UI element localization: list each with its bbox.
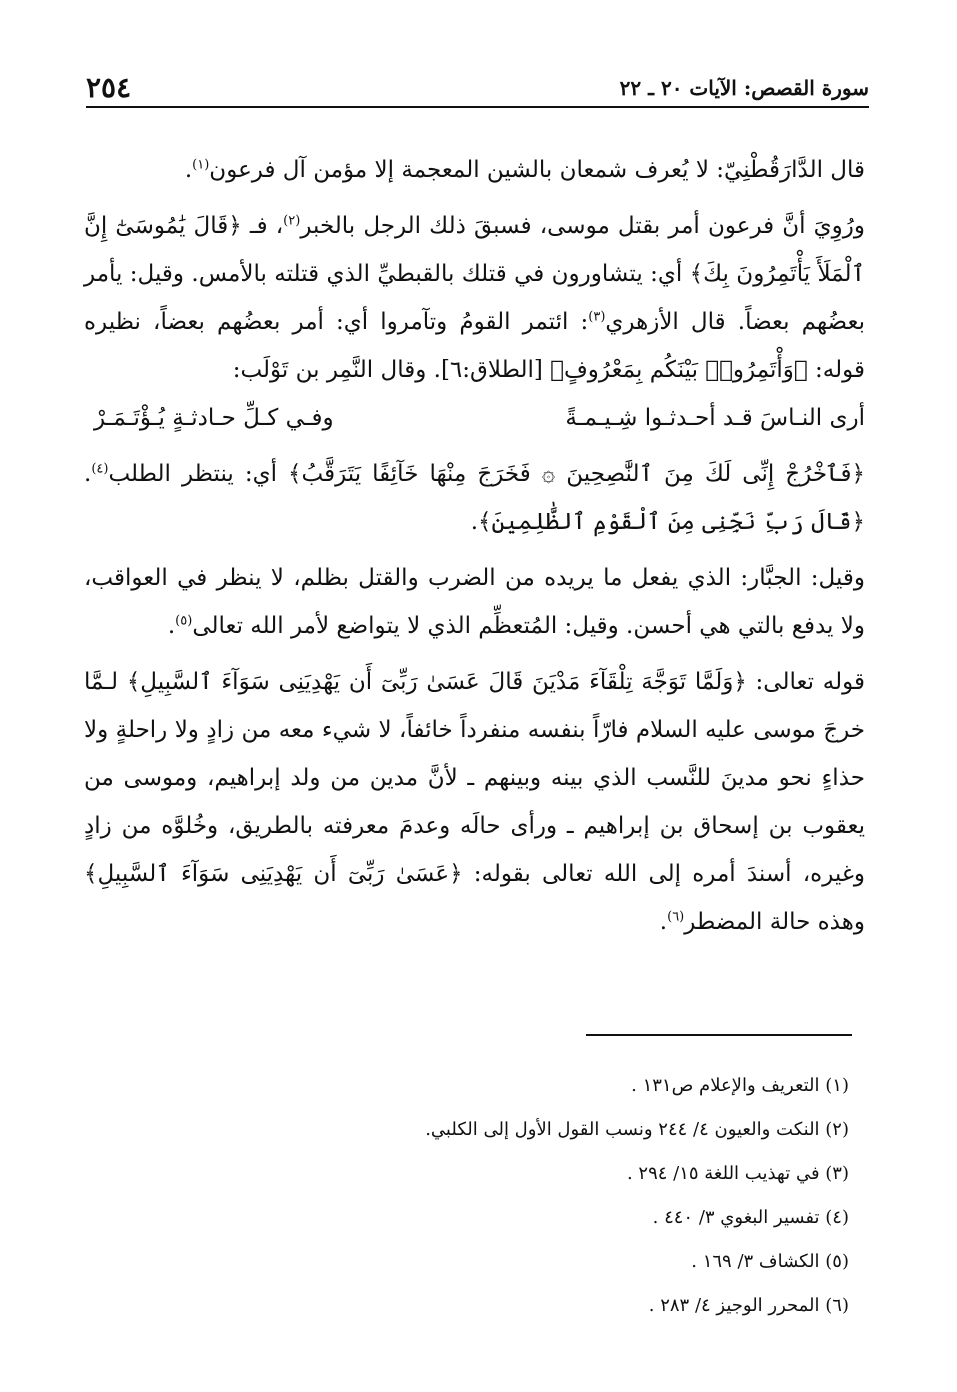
footnote-3: (٣) في تهذيب اللغة ١٥/ ٢٩٤ . [626, 1163, 849, 1184]
footnote-ref-3[interactable]: (٣) [588, 309, 606, 325]
page-number: ٢٥٤ [86, 71, 132, 104]
footnote-1: (١) التعريف والإعلام ص١٣١ . [631, 1075, 849, 1096]
paragraph-5: قوله تعالى: ﴿وَلَمَّا تَوَجَّهَ تِلْقَآءَ مَدْيَنَ قَالَ عَسَىٰ رَبِّىٓ أَن يَهْدِيَنِى سَوَآءَ ٱلسَّبِيلِ﴾ لـمَّا خرجَ موسى عليه السلام فارّاً بنفسه منفرداً خائفاً، لا شيء معه من زادٍ ولا راحلةٍ ولا حذاءٍ نحو مدينَ للنَّسب الذي بينه وبينهم ـ لأنَّ مدين من ولد إبراهيم، وموسى من يعقوب بن إسحاق بن إبراهيم ـ ورأى حالَه وعدمَ معرفته بالطريق، وخُلوَّه من زادٍ وغيره، أسندَ أمره إلى الله تعالى بقوله: ﴿عَسَىٰ رَبِّىٓ أَن يَهْدِيَنِى سَوَآءَ ٱلسَّبِيلِ﴾ وهذه حالة المضطر$^{(٦)}$. [84, 669, 865, 935]
paragraph-4: وقيل: الجبَّار: الذي يفعل ما يريده من الضرب والقتل بظلم، لا ينظر في العواقب، ولا يدفع بالتي هي أحسن. وقيل: المُتعظِّم الذي لا يتواضع لأمر الله تعالى$^{(٥)}$. [84, 565, 865, 639]
footnote-ref-5[interactable]: (٥) [175, 613, 193, 629]
verse-hemistich-right: أرى النـاسَ قـد أحـدثـوا شِـيـمـةً [565, 405, 865, 431]
quran-quote: ﴿وَلَمَّا تَوَجَّهَ تِلْقَآءَ مَدْيَنَ قَالَ عَسَىٰ رَبِّىٓ أَن يَهْدِيَنِى سَوَآءَ ٱلسَّبِيلِ﴾ [126, 669, 747, 695]
footnote-divider [586, 1034, 852, 1036]
footnote-ref-1[interactable]: (١) [192, 157, 210, 173]
footnote-ref-4[interactable]: (٤) [91, 461, 109, 477]
main-text [84, 146, 865, 946]
verse-hemistich-left: وفـي كـلِّ حـادثـةٍ يُـؤْتَـمَـرْ [94, 405, 334, 431]
quran-quote: ﴿قَالَ يَٰمُوسَىٰٓ إِنَّ ٱلْمَلَأَ يَأْتَمِرُونَ بِكَ﴾ [84, 213, 865, 287]
running-title: سورة القصص: الآيات ٢٠ ـ ٢٢ [619, 76, 869, 100]
quran-quote: ﴿قَالَ رَبِّ نَجِّنِى مِنَ ٱلْقَوْمِ ٱلظَّٰلِمِينَ﴾ [478, 509, 865, 535]
footnote-ref-6[interactable]: (٦) [667, 909, 685, 925]
poetry-verse [84, 394, 865, 442]
paragraph-2: ورُوِيَ أنَّ فرعون أمر بقتل موسى، فسبقَ ذلك الرجل بالخبر$^{(٢)}$، فـ ﴿قَالَ يَٰمُوسَىٰٓ إِنَّ ٱلْمَلَأَ يَأْتَمِرُونَ بِكَ﴾ أي: يتشاورون في قتلك بالقبطيِّ الذي قتلته بالأمس. وقيل: يأمر بعضُهم بعضاً. قال الأزهري$^{(٣)}$: ائتمر القومُ وتآمروا أي: أمر بعضُهم بعضاً، نظيره قوله: ﴿وَأْتَمِرُوا۟ بَيْنَكُم بِمَعْرُوفٍ﴾ [الطلاق:٦]. وقال النَّمِر بن تَوْلَب: [84, 213, 865, 383]
quran-quote: ﴿عَسَىٰ رَبِّىٓ أَن يَهْدِيَنِى سَوَآءَ ٱلسَّبِيلِ﴾ [84, 861, 463, 887]
footnotes [149, 1064, 849, 1328]
paragraph-3: ﴿فَٱخْرُجْ إِنِّى لَكَ مِنَ ٱلنَّٰصِحِينَ ۞ فَخَرَجَ مِنْهَا خَآئِفًا يَتَرَقَّبُ﴾ أي: ينتظر الطلب$^{(٤)}$. ﴿قَالَ رَبِّ نَجِّنِى مِنَ ٱلْقَوْمِ ٱلظَّٰلِمِينَ﴾. [84, 461, 865, 535]
footnote-4: (٤) تفسير البغوي ٣/ ٤٤٠ . [652, 1207, 849, 1228]
footnote-ref-2[interactable]: (٢) [283, 213, 301, 229]
quran-quote: ﴿وَأْتَمِرُوا۟ بَيْنَكُم بِمَعْرُوفٍ﴾ [550, 357, 808, 383]
footnote-2: (٢) النكت والعيون ٤/ ٢٤٤ ونسب القول الأول إلى الكلبي. [425, 1119, 849, 1140]
paragraph-1: قال الدَّارَقُطْنِيّ: لا يُعرف شمعان بالشين المعجمة إلا مؤمن آل فرعون$^{(١)}$. [184, 157, 865, 183]
footnote-5: (٥) الكشاف ٣/ ١٦٩ . [691, 1251, 849, 1272]
page-header [86, 66, 869, 108]
footnote-6: (٦) المحرر الوجيز ٤/ ٢٨٣ . [648, 1295, 849, 1316]
quran-quote: ﴿فَٱخْرُجْ إِنِّى لَكَ مِنَ ٱلنَّٰصِحِينَ ۞ فَخَرَجَ مِنْهَا خَآئِفًا يَتَرَقَّبُ﴾ [288, 461, 865, 487]
